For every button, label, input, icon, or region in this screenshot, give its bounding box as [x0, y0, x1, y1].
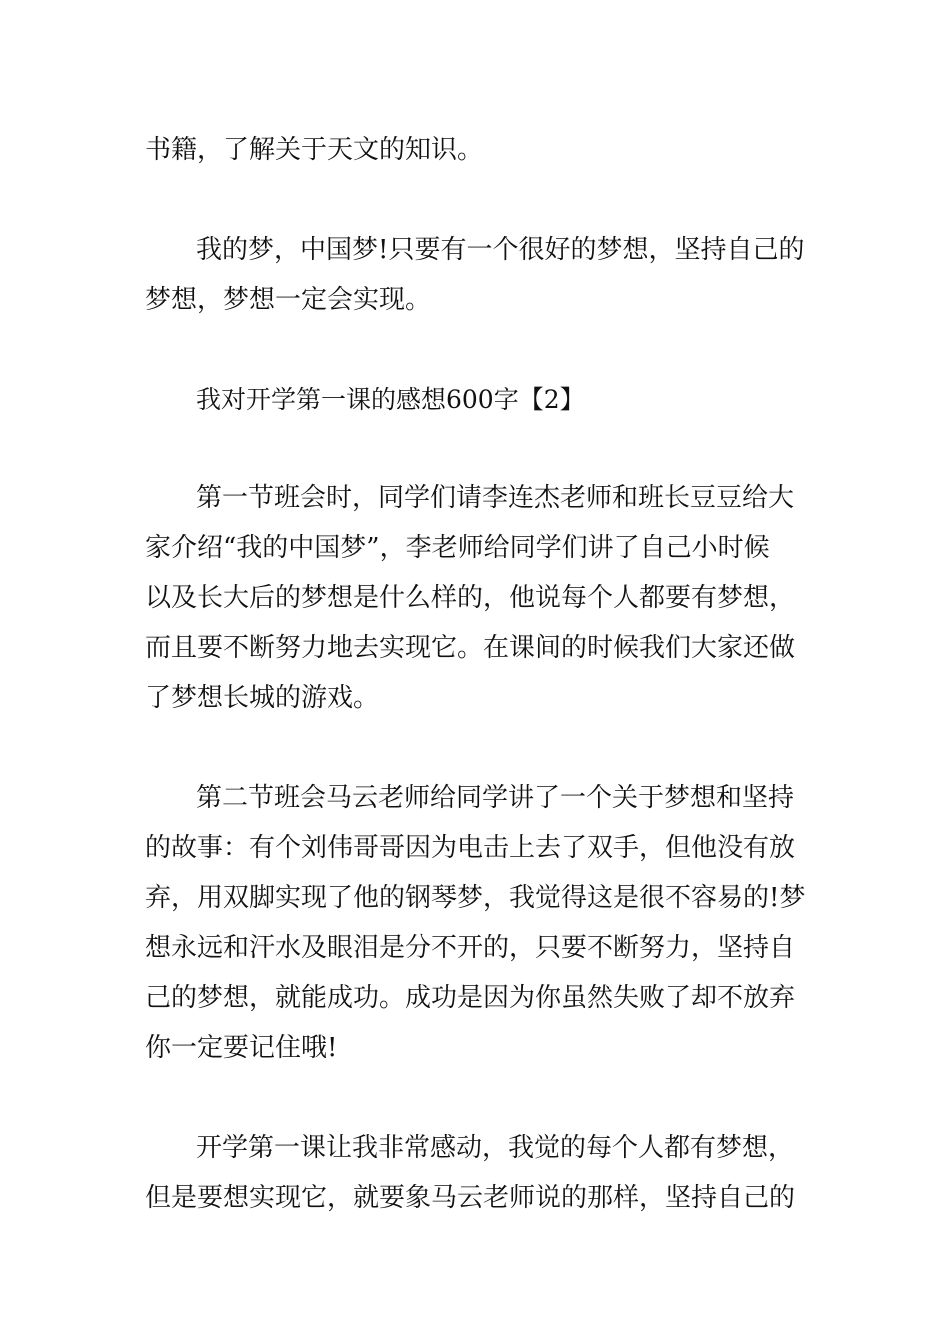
- section-heading: 我对开学第一课的感想600字【2】: [196, 385, 585, 414]
- paragraph-3-line-2: 家介绍“我的中国梦”，李老师给同学们讲了自己小时候: [145, 533, 770, 563]
- paragraph-5-line-1: 开学第一课让我非常感动，我觉的每个人都有梦想，: [196, 1133, 795, 1163]
- paragraph-4-line-3: 弃，用双脚实现了他的钢琴梦，我觉得这是很不容易的!梦: [145, 883, 806, 913]
- paragraph-4-line-5: 己的梦想，就能成功。成功是因为你虽然失败了却不放弃: [145, 983, 796, 1013]
- paragraph-3-line-4: 而且要不断努力地去实现它。在课间的时候我们大家还做: [145, 633, 796, 663]
- paragraph-4-line-2: 的故事：有个刘伟哥哥因为电击上去了双手，但他没有放: [145, 833, 796, 863]
- paragraph-5-line-2: 但是要想实现它，就要象马云老师说的那样，坚持自己的: [145, 1183, 796, 1213]
- paragraph-3-line-3: 以及长大后的梦想是什么样的，他说每个人都要有梦想，: [145, 583, 796, 613]
- paragraph-4-line-6: 你一定要记住哦!: [145, 1033, 338, 1063]
- paragraph-4-line-1: 第二节班会马云老师给同学讲了一个关于梦想和坚持: [196, 783, 795, 813]
- paragraph-3-line-1: 第一节班会时，同学们请李连杰老师和班长豆豆给大: [196, 483, 795, 513]
- paragraph-2-line-2: 梦想，梦想一定会实现。: [145, 285, 432, 315]
- paragraph-2-line-1: 我的梦，中国梦!只要有一个很好的梦想，坚持自己的: [196, 235, 805, 265]
- paragraph-4-line-4: 想永远和汗水及眼泪是分不开的，只要不断努力，坚持自: [145, 933, 796, 963]
- paragraph-1-line-1: 书籍，了解关于天文的知识。: [145, 135, 484, 165]
- paragraph-3-line-5: 了梦想长城的游戏。: [145, 683, 380, 713]
